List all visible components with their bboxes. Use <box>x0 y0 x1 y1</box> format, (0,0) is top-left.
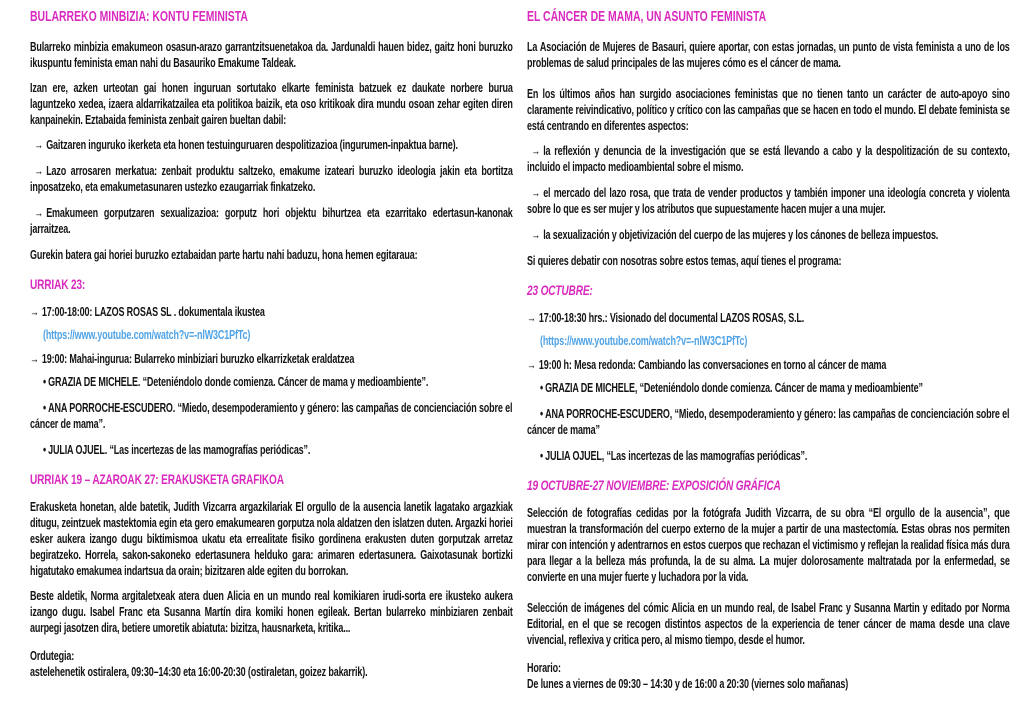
spanish-speaker-2 <box>527 406 1010 438</box>
basque-expo-heading: URRIAK 19 – AZAROAK 27: ERAKUSKETA GRAFIKOA <box>30 471 284 487</box>
arrow-icon: → <box>531 228 541 242</box>
two-column-layout <box>30 8 1010 692</box>
basque-expo-paragraph-1: Erakusketa honetan, alde batetik, Judith Vizcarra argazkilariak El orgullo de la ausencia lanetik lagatako argazkiak ditugu, zeintzuek mastektomia egin eta gero emakumearen gorputza nola aldatzen den islatzen duten. Argazki horiei esker aukera izango dugu biktimismoa ukatu eta errealitate fisiko gordinena erakusten duten gorputzak arretaz begiratzeko. Horrela, sakon-sakoneko edertasunera helduko gara: arimaren edertasunera. Gaixotasunak bortizki higatutako emakumea indartsua da orain; bizitzaren alde egiten du borrokan. <box>30 500 513 578</box>
basque-speaker-2 <box>30 400 513 432</box>
spanish-program-item-2 <box>527 357 1010 373</box>
basque-program-item-1-text: 17:00-18:00: LAZOS ROSAS SL . dokumentala ikustea <box>41 305 265 319</box>
spanish-intro-paragraph-1: La Asociación de Mujeres de Basauri, quiere aportar, con estas jornadas, un punto de vista feminista a uno de los problemas de salud principales de las mujeres cómo es el cáncer de mama. <box>527 40 1010 70</box>
basque-topic-1-text: Gaitzaren inguruko ikerketa eta honen testuinguruaren despolitizazioa (ingurumen-inpaktua barne). <box>46 138 458 152</box>
spanish-expo-paragraph-2: Selección de imágenes del cómic Alicia en un mundo real, de Isabel Franc y Susanna Martin y editado por Norma Editorial, en el que se recogen distintos aspectos de la experiencia de tener cáncer de mama desde una clave vivencial, reflexiva y critica pero, al mismo tiempo, desde el humor. <box>527 601 1010 647</box>
spanish-speaker-3 <box>527 448 1010 464</box>
basque-intro-paragraph-1: Bularreko minbizia emakumeon osasun-arazo garrantzitsuenetakoa da. Jardunaldi hauen bidez, gaitz honi buruzko ikuspuntu feminista eman nahi du Basauriko Emakume Taldeak. <box>30 40 513 70</box>
basque-cta: Gurekin batera gai horiei buruzko eztabaidan parte hartu nahi baduzu, hona hemen egitaraua: <box>30 248 418 262</box>
basque-hours-label: Ordutegia: <box>30 649 75 663</box>
spanish-column <box>527 8 1010 692</box>
spanish-topic-1-text: la reflexión y denuncia de la investigación que se está llevando a cabo y la despolitización de su contexto, incluido el impacto medioambiental sobre el mismo. <box>527 144 1010 174</box>
arrow-icon: → <box>34 206 44 220</box>
basque-column <box>30 8 513 680</box>
basque-program-item-2 <box>30 351 513 367</box>
spanish-hours-value: De lunes a viernes de 09:30 – 14:30 y de 16:00 a 20:30 (viernes solo mañanas) <box>527 677 849 691</box>
basque-hours-value: astelehenetik ostiralera, 09:30–14:30 eta 16:00-20:30 (ostiraletan, goizez bakarrik). <box>30 665 368 679</box>
basque-column-content <box>30 8 513 680</box>
arrow-icon: → <box>527 358 536 372</box>
spanish-topic-3 <box>527 227 1010 243</box>
basque-topic-2-text: Lazo arrosaren merkatua: zenbait produktu saltzeko, emakume izateari buruzko ideologia jakin eta bortitza inposatzeko, eta emakumetasunaren ustezko ezaugarriak finkatzeko. <box>30 164 513 194</box>
spanish-program-item-1-text: 17:00-18:30 hrs.: Visionado del documental LAZOS ROSAS, S.L. <box>538 311 805 325</box>
basque-speaker-3 <box>30 442 513 458</box>
spanish-cta: Si quieres debatir con nosotras sobre estos temas, aquí tienes el programa: <box>527 254 842 268</box>
spanish-expo-paragraph-1: Selección de fotografías cedidas por la fotógrafa Judith Vizcarra, de su obra “El orgullo de la ausencia”, que muestran la transformación del cuerpo externo de la mujer a partir de una mastectomía. Estas obras nos permiten mirar con intención y adentrarnos en estos cuerpos que rechazan el victimismo y reflejan la realidad física más dura para llegar a la belleza más profunda, la de su alma. La mujer dolorosamente maltratada por la enfermedad, se convierte en una mujer fuerte y luchadora por la vida. <box>527 506 1010 584</box>
basque-title: BULARREKO MINBIZIA: KONTU FEMINISTA <box>30 9 248 25</box>
spanish-topic-2 <box>527 185 1010 217</box>
basque-program-heading: URRIAK 23: <box>30 276 86 292</box>
bullet-icon: • <box>539 407 543 421</box>
arrow-icon: → <box>34 164 44 178</box>
basque-speaker-1 <box>30 374 513 390</box>
spanish-topic-3-text: la sexualización y objetivización del cuerpo de las mujeres y los cánones de belleza impuestos. <box>543 228 939 242</box>
basque-speaker-3-text: JULIA OJUEL. “Las incertezas de las mamografías periódicas”. <box>48 443 311 457</box>
basque-program-item-1 <box>30 304 513 320</box>
arrow-icon: → <box>30 352 39 366</box>
basque-program-item-2-text: 19:00: Mahai-ingurua: Bularreko minbiziari buruzko elkarrizketak eraldatzea <box>41 352 355 366</box>
arrow-icon: → <box>34 138 44 152</box>
spanish-intro-paragraph-2: En los últimos años han surgido asociaciones feministas que no tienen tanto un carácter de auto-apoyo sino claramente reivindicativo, político y crítico con las campañas que se hacen en todo el mundo. El debate feminista se está centrando en diferentes aspectos: <box>527 87 1010 133</box>
spanish-speaker-3-text: JULIA OJUEL, “Las incertezas de las mamografías periódicas”. <box>545 449 808 463</box>
spanish-speaker-1-text: GRAZIA DE MICHELE, “Deteniéndolo donde comienza. Cáncer de mama y medioambiente” <box>545 381 923 395</box>
arrow-icon: → <box>30 305 39 319</box>
basque-speaker-2-text: ANA PORROCHE-ESCUDERO. “Miedo, desempoderamiento y género: las campañas de concienciación sobre el cáncer de mama”. <box>30 401 513 431</box>
basque-speaker-1-text: GRAZIA DE MICHELE. “Deteniéndolo donde comienza. Cáncer de mama y medioambiente”. <box>48 375 429 389</box>
spanish-topic-2-text: el mercado del lazo rosa, que trata de vender productos y también imponer una ideología concreta y violenta sobre lo que es ser mujer y los atributos que supuestamente hacen mujer a una mujer. <box>527 186 1010 216</box>
spanish-program-item-1 <box>527 310 1010 326</box>
spanish-program-heading: 23 OCTUBRE: <box>527 282 593 298</box>
spanish-program-item-2-text: 19:00 h: Mesa redonda: Cambiando las conversaciones en torno al cáncer de mama <box>538 358 887 372</box>
spanish-title: EL CÁNCER DE MAMA, UN ASUNTO FEMINISTA <box>527 9 767 25</box>
basque-topic-2 <box>30 163 513 195</box>
bullet-icon: • <box>539 449 543 463</box>
basque-expo-paragraph-2: Beste aldetik, Norma argitaletxeak atera duen Alicia en un mundo real komikiaren irudi-sorta ere ikusteko aukera izango dugu. Isabel Franc eta Susanna Martín dira komiki honen egileak. Bertan bularreko minbiziaren zenbait aurpegi jasotzen dira, betiere umoretik abiatuta: bizitza, hausnarketa, kritika... <box>30 589 513 635</box>
arrow-icon: → <box>531 186 541 200</box>
spanish-speaker-1 <box>527 380 1010 396</box>
basque-topic-1 <box>30 137 513 153</box>
bullet-icon: • <box>539 381 543 395</box>
bullet-icon: • <box>42 401 46 415</box>
spanish-expo-heading: 19 OCTUBRE-27 NOVIEMBRE: EXPOSICIÓN GRÁFICA <box>527 477 781 493</box>
basque-topic-3 <box>30 205 513 237</box>
basque-topic-3-text: Emakumeen gorputzaren sexualizazioa: gorputz hori objektu bihurtzea eta ezarritako edertasun-kanonak jarraitzea. <box>30 206 513 236</box>
youtube-link[interactable]: (https://www.youtube.com/watch?v=-nlW3C1PfTc) <box>42 328 251 342</box>
basque-intro-paragraph-2: Izan ere, azken urteotan gai honen inguruan sortutako elkarte feminista batzuek ez daukate norbere burua laguntzeko xedea, izaera aldarrikatzailea eta politikoa baizik, eta oso kritikoak dira mundu osoan zehar egiten diren kanpainekin. Eztabaida feminista zenbait gairen bueltan dabil: <box>30 81 513 127</box>
bullet-icon: • <box>42 443 46 457</box>
spanish-hours-label: Horario: <box>527 661 561 675</box>
arrow-icon: → <box>527 311 536 325</box>
arrow-icon: → <box>531 144 541 158</box>
spanish-column-content <box>527 8 1010 692</box>
youtube-link[interactable]: (https://www.youtube.com/watch?v=-nlW3C1PfTc) <box>539 334 748 348</box>
spanish-topic-1 <box>527 143 1010 175</box>
bullet-icon: • <box>42 375 46 389</box>
spanish-speaker-2-text: ANA PORROCHE-ESCUDERO, “Miedo, desempoderamiento y género: las campañas de concienciación sobre el cáncer de mama” <box>527 407 1010 437</box>
